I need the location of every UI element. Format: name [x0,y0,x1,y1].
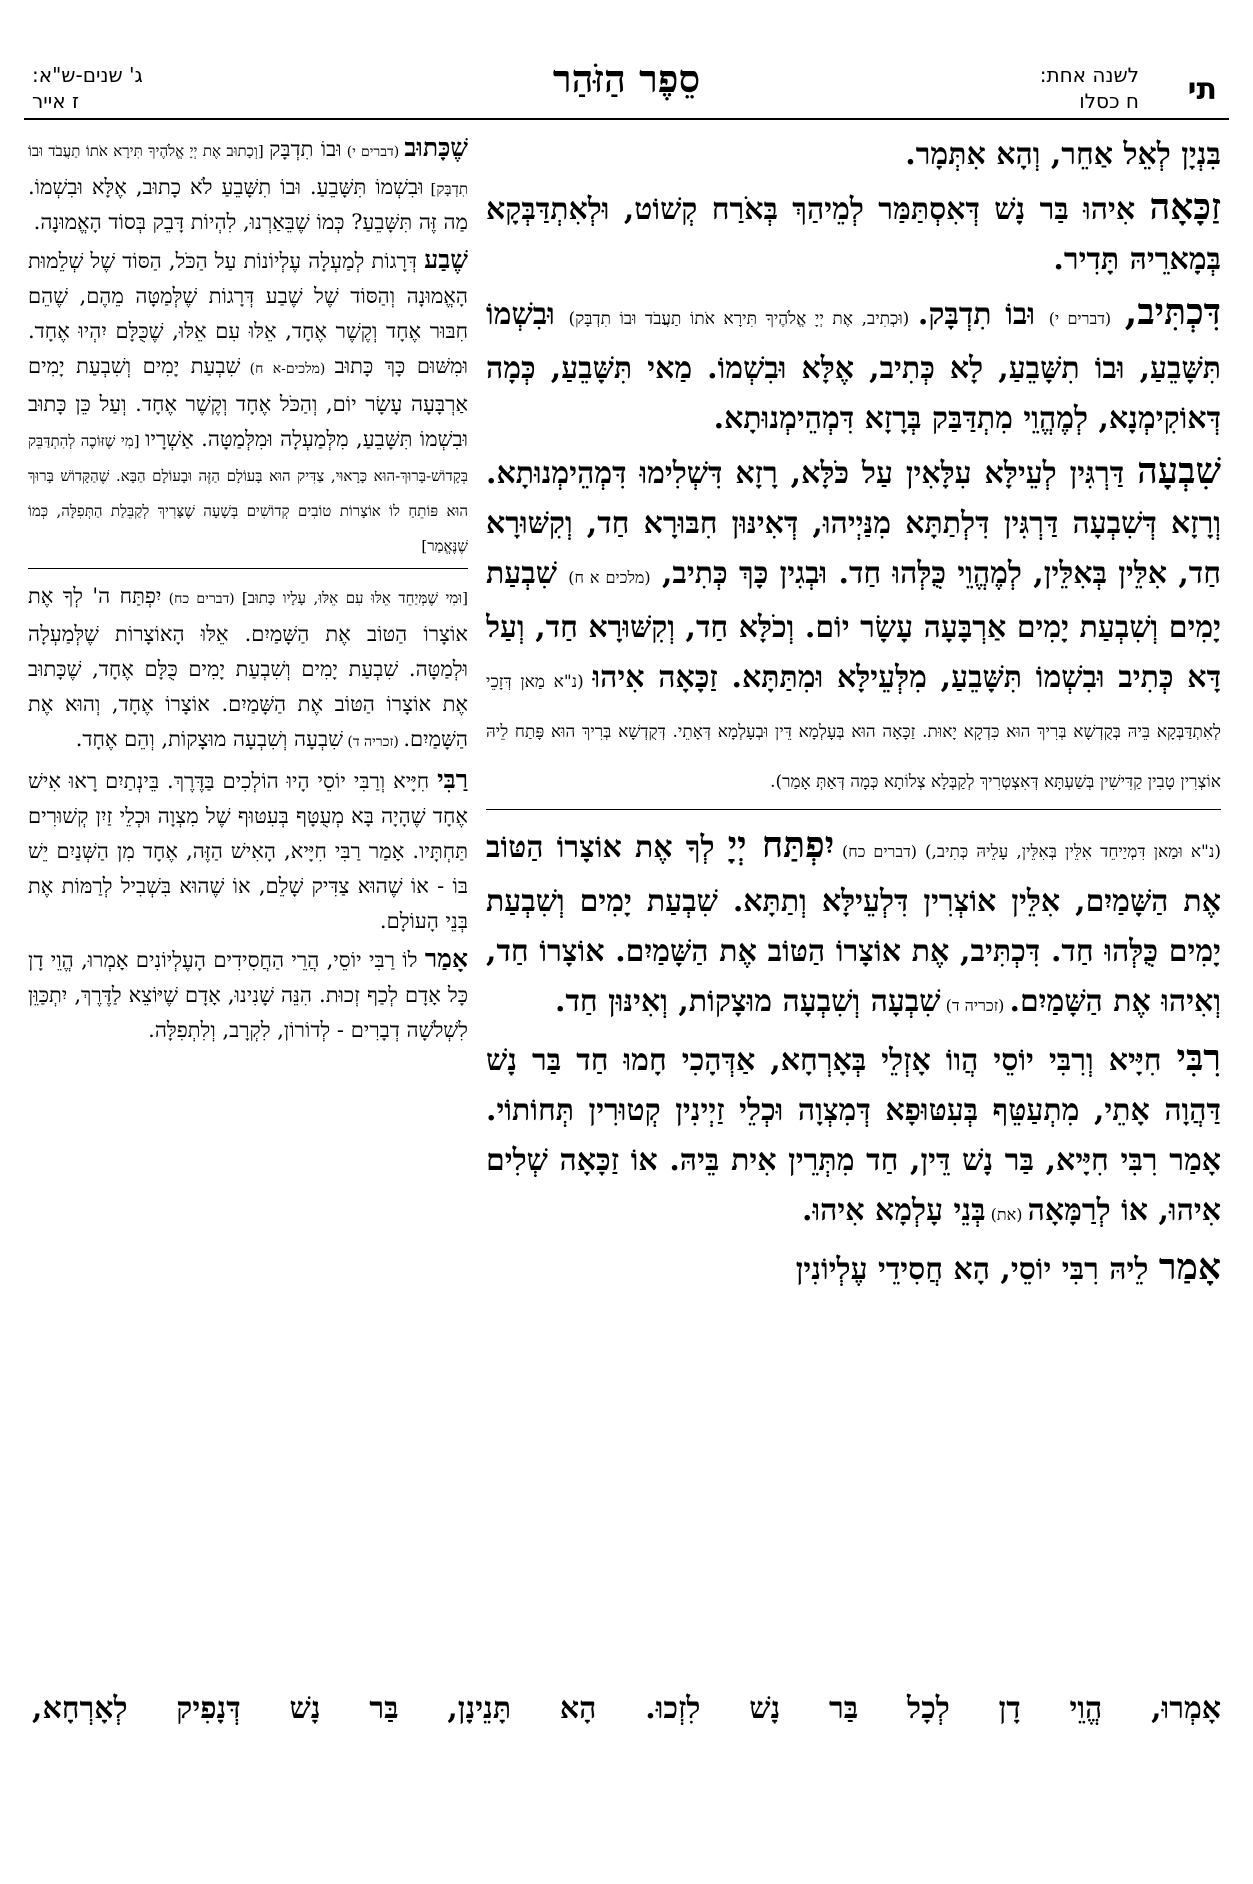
main-paragraph [486,182,1221,285]
column-divider [482,130,483,1670]
main-text: דַּרְגִּין לְעֵילָּא עִלָּאִין עַל כֹּלָּא, רָזָא דִּשְׁלִימוּ דִּמְהֵימְנוּתָא. וְרָזָא דְּשִׁבְעָה דַּרְגִּין דִּלְתַתָּא מִנַּיְיהוּ, דְּאִינּוּן חִבּוּרָא חַד, וְקִשּׁוּרָא חַד, אִלֵּין בְּאִלֵּין, לְמֶהֱוֵי כֻּלְּהוּ חַד. וּבְגִין כָּךְ כְּתִיב, [486,456,1221,591]
header-left-date [32,62,143,114]
lead-word: רִבִּי [1176,1037,1221,1079]
header-left-line2: ז אייר [32,89,79,113]
bracket-note: [מִי שֶׁזּוֹכֶה לְהִתְדַּבֵּק בְּקָדוֹשׁ-בָּרוּךְ-הוּא כָּרָאוּי, צַדִּיק הוּא בָּעוֹלָם הַזֶּה וּבָעוֹלָם הַבָּא. שֶׁהַקָּדוֹשׁ בָּרוּךְ הוּא פּוֹתֵחַ לוֹ אוֹצָרוֹת טוֹבִים קְדוֹשִׁים בְּשָׁעָה שֶׁצָּרִיךְ לְקַבֵּלַת הַתְּפִלָּה, כְּמוֹ שֶׁנֶּאֱמַר] [28,432,468,555]
variant-mark: (את) [985,1205,1028,1224]
lead-word: רַבִּי [437,765,468,794]
main-text: לֵיהּ רִבִּי יוֹסֵי, הָא חֲסִידֵי עֶלְיוֹנִין [795,1252,1159,1287]
main-text: בְּנֵי עָלְמָא אִיהוּ. [802,1193,986,1228]
main-text: וּבוֹ תִדְבָּק. [917,297,1049,332]
citation: (דברים כח) [161,591,242,607]
main-text: וּבִשְׁמוֹ תִּשָּׁבֵעַ, וּבוֹ תִשָּׁבֵעַ, לָא כְּתִיב, אֶלָּא וּבִשְׁמוֹ. מַאי תִּשָּׁבֵעַ, כְּמָה דְּאוֹקִימְנָא, לְמֶהֱוֵי מִתְדַּבַּק בְּרָזָא דִּמְהֵימְנוּתָא. [486,297,1221,436]
main-text: חִיָּיא וְרִבִּי יוֹסֵי הֲווֹ אָזְלֵי בְּאָרְחָא, אַדְּהָכִי חָמוּ חַד בַּר נָשׁ דַּהֲוָה אָתֵי, מִתְעַטֵּף בְּעִטּוּפָא דְּמִצְוָה וּכְלֵי זַיְינִין קְטוּרִין תְּחוֹתוֹי. אָמַר רִבִּי חִיָּיא, בַּר נָשׁ דֵּין, חַד מִתְּרֵין אִית בֵּיהּ. אוֹ זַכָּאָה שְׁלִים אִיהוּ, אוֹ לְרַמָּאָה [486,1043,1221,1228]
lead-word: אָמַר [424,944,468,973]
lead-word: אָמַר [1158,1246,1221,1288]
section-divider [28,568,468,569]
lead-word: זַכָּאָה [1149,186,1221,228]
main-text: לְךָ אֶת אוֹצָרוֹ הַטּוֹב אֶת הַשָּׁמַיִם, אִלֵּין אוֹצְרִין דִּלְעֵילָּא וְתַתָּא. שִׁבְעַת יָמִים וְשִׁבְעַת יָמִים כֻּלְּהוּ חַד. דִּכְתִּיב, אֶת אוֹצָרוֹ הַטּוֹב אֶת הַשָּׁמַיִם. אוֹצָרוֹ חַד, וְאִיהוּ אֶת הַשָּׁמַיִם. [486,830,1221,1019]
full-width-bottom-line: אָמְרוּ, הֱוֵי דָן לְכָל בַּר נָשׁ לִזְכוּ. הָא תָּנֵינָן, בַּר נָשׁ דְּנָפִיק לְאָרְחָא, [32,1691,1221,1726]
variant-note: (וּכְתִיב, אֶת יְיָ אֱלֹהֶיךָ תִּירָא אֹתוֹ תַעֲבֹד וּבוֹ תִדְבָּק) [568,309,918,329]
lead-word: שִׁבְעָה [1137,450,1221,492]
page-number: תי [1187,72,1217,107]
translation-text: וּבִשְׁמוֹ תִּשָּׁבֵעַ. וּבוֹ תִשָּׁבֵעַ לֹא כָתוּב, אֶלָּא וּבִשְׁמוֹ. מַה זֶּה תִּשָּׁבֵעַ? כְּמוֹ שֶׁבֵּאַרְנוּ, לִהְיוֹת דָּבֵק בְּסוֹד הָאֱמוּנָה. [28,175,468,234]
header-right-line2: ח כסלו [1079,89,1139,113]
translation-text: שִׁבְעַת יָמִים וְשִׁבְעַת יָמִים אַרְבָּעָה עָשָׂר יוֹם, וְהַכֹּל אֶחָד וְקֶשֶׁר אֶחָד. וְעַל כֵּן כָּתוּב וּבִשְׁמוֹ תִּשָּׁבֵעַ, מִלְּמַעְלָה וּמִלְּמַטָּה. אַשְׁרָיו [28,354,468,451]
translation-paragraph [28,762,468,939]
main-text: שִׁבְעָה וְשִׁבְעָה מוּצָקוֹת, וְאִינּוּן חַד. [555,984,941,1019]
translation-paragraph [28,941,468,1048]
citation: (דברים כח) [834,842,925,861]
page [24,48,1229,1848]
page-header [24,48,1229,120]
main-paragraph [486,446,1221,803]
citation: (דברים י) [341,144,405,160]
main-text: בִּנְיָן לְאֵל אַחֵר, וְהָא אִתְּמָר. [905,137,1221,172]
citation: (דברים י) [1048,309,1112,328]
bracket-note: [וְכָתוּב אֶת יְיָ אֱלֹהֶיךָ תִּירָא אֹתוֹ תַעֲבֹד וּבוֹ תִדְבָּק] [28,142,468,198]
translation-column [28,130,468,1670]
header-left-line1: ג' שנים-ש"א: [32,63,143,87]
bracket-note: [וּמִי שֶׁמְּיַחֵד אֵלּוּ עִם אֵלּוּ, עָלָיו כָּתוּב] [241,589,468,607]
translation-text: דְּרָגוֹת לְמַעְלָה עֶלְיוֹנוֹת עַל הַכֹּל, הַסּוֹד שֶׁל שְׁלֵמוּת הָאֱמוּנָה וְהַסּוֹד שֶׁל שֶׁבַע דְּרָגוֹת שֶׁלְּמַטָּה מֵהֶם, שֶׁהֵם חִבּוּר אֶחָד וְקֶשֶׁר אֶחָד, אֵלּוּ עִם אֵלּוּ, שֶׁכֻּלָּם יִהְיוּ אֶחָד. וּמִשּׁוּם כָּךְ כָּתוּב [28,249,468,378]
main-paragraph [486,287,1221,444]
lead-word: שֶׁכָּתוּב [404,133,468,162]
citation: (זכריה ד) [342,734,404,750]
main-paragraph [486,1242,1221,1295]
citation: (מלכים-א ח) [240,361,335,377]
main-text-column [486,130,1221,1670]
translation-text: חִיָּיא וְרַבִּי יוֹסֵי הָיוּ הוֹלְכִים בַּדֶּרֶךְ. בֵּינְתַיִם רָאוּ אִישׁ אֶחָד שֶׁהָיָה בָּא מְעֻטָּף בְּעִטּוּף שֶׁל מִצְוָה וּכְלֵי זַיִן קְשׁוּרִים תַּחְתָּיו. אָמַר רַבִּי חִיָּיא, הָאִישׁ הַזֶּה, אֶחָד מִן הַשְּׁנַיִם יֵשׁ בּוֹ - אוֹ שֶׁהוּא צַדִּיק שָׁלֵם, אוֹ שֶׁהוּא בִּשְׁבִיל לְרַמּוֹת אֶת בְּנֵי הָעוֹלָם. [28,769,468,933]
variant-note: (נ"א מַאן דְּזָכֵי לְאִתְדַּבְּקָא בֵּיהּ בְּקֻדְשָׁא בְּרִיךְ הוּא כִּדְקָא יָאוּת. זַכָּאָה הוּא בְּעָלְמָא דֵּין וּבְעָלְמָא דְּאָתֵי. דְּקֻדְשָׁא בְּרִיךְ הוּא פָּתַח לֵיהּ אוֹצְרִין טָבִין קַדִּישִׁין בְּשַׁעְתָּא דְּאִצְטְרִיךְ לְקַבְּלָא צְלוֹתָא כְּמָה דְּאַתְּ אָמַר). [486,672,1221,792]
section-divider [486,809,1221,810]
translation-text: וּבוֹ תִדְבָּק [269,137,342,161]
book-title: סֵפֶר הַזֹּהַר [552,56,701,101]
main-paragraph [486,1033,1221,1240]
translation-paragraph [28,579,468,760]
translation-text: לוֹ רַבִּי יוֹסֵי, הֲרֵי הַחֲסִידִים הָעֶלְיוֹנִים אָמְרוּ, הֱוֵי דָן כָּל אָדָם לְכַף זְכוּת. הִנֵּה שָׁנִינוּ, אָדָם שֶׁיּוֹצֵא לַדֶּרֶךְ, יִתְכַּוֵּן לִשְׁלֹשָׁה דְבָרִים - לְדוֹרוֹן, לִקְרָב, וְלִתְפִלָּה. [28,948,468,1042]
lead-word: יִפְתַּח יְיָ [727,824,835,866]
variant-note: (נ"א וּמַאן דִּמְיַיחֵד אִלֵּין בְּאִלֵּין, עָלֵיהּ כְּתִיב,) [924,842,1221,862]
header-right-line1: לשנה אחת: [1039,63,1139,87]
translation-text: יִפְתַּח ה' לְךָ אֶת אוֹצָרוֹ הַטּוֹב אֶת הַשָּׁמַיִם. אֵלּוּ הָאוֹצָרוֹת שֶׁלְּמַעְלָה וּלְמַטָּה. שִׁבְעַת יָמִים וְשִׁבְעַת יָמִים כֻּלָּם אֶחָד, שֶׁכָּתוּב אֶת אוֹצָרוֹ הַטּוֹב אֶת הַשָּׁמַיִם. אוֹצָרוֹ אֶחָד, וְהוּא אֶת הַשָּׁמַיִם. [28,584,468,751]
lead-word: דִּכְתִּיב, [1124,291,1221,333]
citation: (מלכים א ח) [568,568,651,587]
translation-text: שִׁבְעָה וְשִׁבְעָה מוּצָקוֹת, וְהֵם אֶחָד. [75,727,343,751]
lead-word: שֶׁבַע [424,245,468,274]
citation: (זכריה ד) [940,996,1010,1015]
translation-paragraph [28,130,468,240]
main-paragraph [486,820,1221,1031]
main-paragraph [486,130,1221,180]
translation-paragraph [28,242,468,562]
main-text: שִׁבְעַת יָמִים וְשִׁבְעַת יָמִים אַרְבָּעָה עָשָׂר יוֹם. וְכֹלָּא חַד, וְקִשּׁוּרָא חַד, וְעַל דָּא כְּתִיב וּבִשְׁמוֹ תִּשָּׁבֵעַ, מִלְּעֵילָּא וּמִתַּתָּא. זַכָּאָה אִיהוּ [486,556,1221,695]
main-text: אִיהוּ בַּר נָשׁ דְּאִסְתַּמַּר לְמֵיהַךְ בְּאֹרַח קְשׁוֹט, וּלְאִתְדַּבְּקָא בְּמָארֵיהּ תָּדִיר. [486,192,1221,277]
